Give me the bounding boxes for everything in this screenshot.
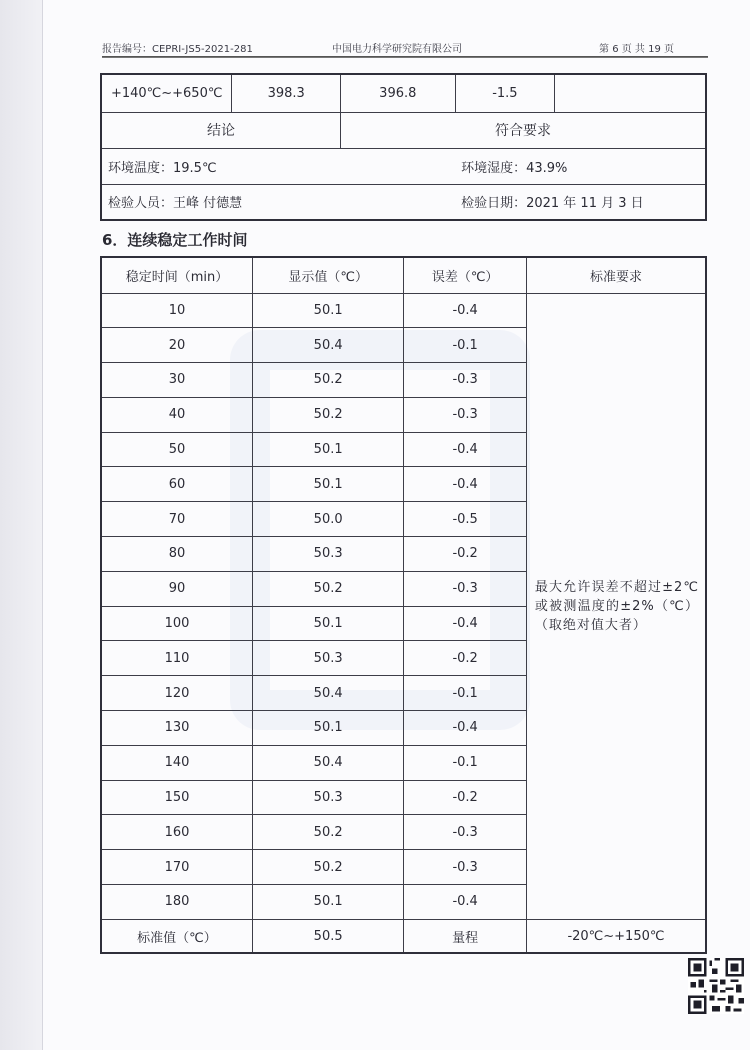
standard-value: 50.5 — [252, 919, 403, 953]
display-value-cell: 50.2 — [252, 850, 403, 885]
error-cell: -0.1 — [404, 328, 527, 363]
value-cell — [555, 74, 706, 112]
conclusion-value: 符合要求 — [341, 112, 707, 148]
error-cell: -0.4 — [404, 467, 527, 502]
error-cell: -0.3 — [404, 815, 527, 850]
error-cell: -0.4 — [404, 293, 527, 328]
time-cell: 100 — [101, 606, 252, 641]
time-cell: 10 — [101, 293, 252, 328]
column-header-requirement: 标准要求 — [526, 257, 706, 293]
time-cell: 120 — [101, 676, 252, 711]
environment-row — [101, 148, 706, 184]
error-cell: -0.2 — [404, 537, 527, 572]
display-value-cell: 50.1 — [252, 432, 403, 467]
display-value-cell: 50.3 — [252, 780, 403, 815]
column-header-time: 稳定时间（min） — [101, 257, 252, 293]
inspectors: 检验人员：王峰 付德慧 — [101, 184, 455, 220]
time-cell: 20 — [101, 328, 252, 363]
time-cell: 140 — [101, 745, 252, 780]
display-value-cell: 50.1 — [252, 606, 403, 641]
section-title: 6．连续稳定工作时间 — [102, 231, 248, 249]
error-cell: -0.4 — [404, 885, 527, 920]
header-rule — [102, 56, 708, 58]
header-row — [101, 257, 706, 293]
time-cell: 90 — [101, 571, 252, 606]
display-value-cell: 50.4 — [252, 745, 403, 780]
display-value-cell: 50.1 — [252, 293, 403, 328]
qr-code-icon — [688, 958, 744, 1014]
display-value-cell: 50.1 — [252, 467, 403, 502]
error-cell: -0.5 — [404, 502, 527, 537]
value-cell: 396.8 — [341, 74, 456, 112]
footer-row — [101, 919, 706, 953]
error-cell: -0.2 — [404, 780, 527, 815]
time-cell: 80 — [101, 537, 252, 572]
conclusion-label: 结论 — [101, 112, 341, 148]
time-cell: 160 — [101, 815, 252, 850]
error-cell: -0.3 — [404, 850, 527, 885]
display-value-cell: 50.2 — [252, 815, 403, 850]
range-label: 量程 — [404, 919, 527, 953]
error-cell: -0.4 — [404, 711, 527, 746]
time-cell: 130 — [101, 711, 252, 746]
error-cell: -0.3 — [404, 397, 527, 432]
range-value: -20℃~+150℃ — [526, 919, 706, 953]
inspector-row — [101, 184, 706, 220]
page-header — [102, 40, 708, 56]
report-number: 报告编号：CEPRI-JS5-2021-281 — [102, 44, 253, 55]
time-cell: 70 — [101, 502, 252, 537]
display-value-cell: 50.1 — [252, 711, 403, 746]
time-cell: 60 — [101, 467, 252, 502]
env-temperature: 环境温度：19.5℃ — [101, 148, 455, 184]
time-cell: 180 — [101, 885, 252, 920]
display-value-cell: 50.0 — [252, 502, 403, 537]
inspect-date: 检验日期：2021 年 11 月 3 日 — [455, 184, 706, 220]
requirement-cell: 最大允许误差不超过±2℃或被测温度的±2%（℃）（取绝对值大者） — [526, 293, 706, 919]
display-value-cell: 50.2 — [252, 571, 403, 606]
display-value-cell: 50.2 — [252, 363, 403, 398]
standard-value-label: 标准值（℃） — [101, 919, 252, 953]
env-humidity: 环境湿度：43.9% — [455, 148, 706, 184]
error-cell: -0.4 — [404, 606, 527, 641]
stability-table — [100, 256, 707, 954]
time-cell: 170 — [101, 850, 252, 885]
column-header-error: 误差（℃） — [404, 257, 527, 293]
time-cell: 50 — [101, 432, 252, 467]
error-cell: -0.4 — [404, 432, 527, 467]
conclusion-row — [101, 112, 706, 148]
error-cell: -0.3 — [404, 571, 527, 606]
display-value-cell: 50.2 — [252, 397, 403, 432]
time-cell: 40 — [101, 397, 252, 432]
range-cell: +140℃~+650℃ — [101, 74, 232, 112]
error-cell: -0.2 — [404, 641, 527, 676]
time-cell: 110 — [101, 641, 252, 676]
error-cell: -0.3 — [404, 363, 527, 398]
display-value-cell: 50.3 — [252, 641, 403, 676]
error-cell: -0.1 — [404, 676, 527, 711]
display-value-cell: 50.4 — [252, 676, 403, 711]
time-cell: 30 — [101, 363, 252, 398]
error-cell: -0.1 — [404, 745, 527, 780]
display-value-cell: 50.3 — [252, 537, 403, 572]
table-row — [101, 293, 706, 328]
display-value-cell: 50.4 — [252, 328, 403, 363]
value-cell: -1.5 — [455, 74, 555, 112]
time-cell: 150 — [101, 780, 252, 815]
display-value-cell: 50.1 — [252, 885, 403, 920]
page-info: 第 6 页 共 19 页 — [599, 44, 674, 55]
value-cell: 398.3 — [232, 74, 341, 112]
table-row — [101, 74, 706, 112]
column-header-display: 显示值（℃） — [252, 257, 403, 293]
previous-results-table — [100, 73, 707, 221]
company-name: 中国电力科学研究院有限公司 — [332, 44, 462, 55]
page-edge-shadow — [0, 0, 42, 1050]
